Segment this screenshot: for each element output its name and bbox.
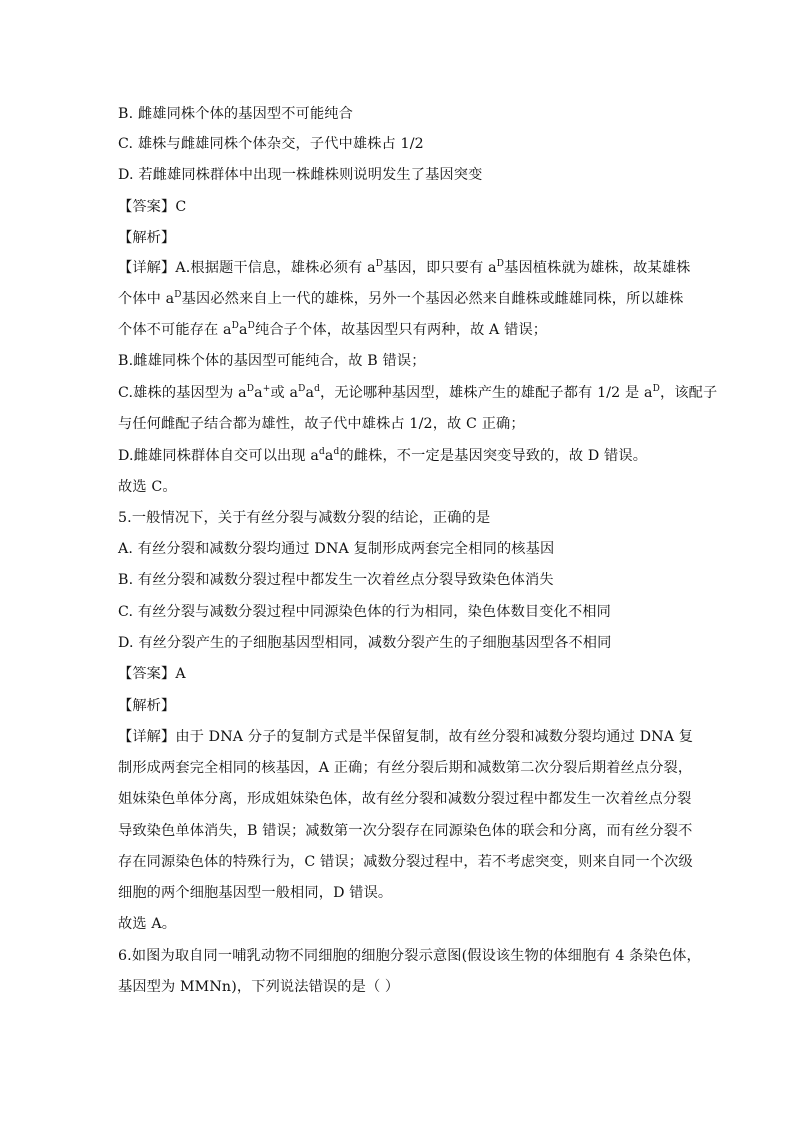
explanation-line: 导致染色单体消失，B 错误；减数第一次分裂存在同源染色体的联会和分离，而有丝分裂不 xyxy=(118,823,693,839)
explanation-line: 与任何雌配子结合都为雄性，故子代中雄株占 1/2，故 C 正确； xyxy=(118,416,525,432)
answer-label: 【答案】A xyxy=(118,666,186,682)
explanation-line: D.雌雄同株群体自交可以出现 $a^da^d$的雌株，不一定是基因突变导致的，故 D 错误。 xyxy=(118,447,648,464)
analysis-label: 【解析】 xyxy=(118,230,176,246)
question-6-cont: 基因型为 MMNn)，下列说法错误的是（ ） xyxy=(118,979,400,995)
option-b: B. 有丝分裂和减数分裂过程中都发生一次着丝点分裂导致染色体消失 xyxy=(118,572,554,588)
explanation-line: C.雄株的基因型为 $a^Da^+$或 $a^Da^d$，无论哪种基因型，雄株产生的雄配子都有 1/2 是 $a^D$，该配子 xyxy=(118,384,718,401)
explanation-line: 个体不可能存在 $a^Da^D$纯合子个体，故基因型只有两种，故 A 错误； xyxy=(118,321,548,338)
explanation-line: 【详解】A.根据题干信息，雄株必须有 $a^D$基因，即只要有 $a^D$基因植株就为雄株，故某雄株 xyxy=(118,259,691,276)
question-5: 5.一般情况下，关于有丝分裂与减数分裂的结论，正确的是 xyxy=(118,510,491,526)
option-a: A. 有丝分裂和减数分裂均通过 DNA 复制形成两套完全相同的核基因 xyxy=(118,541,555,557)
explanation-line: 细胞的两个细胞基因型一般相同，D 错误。 xyxy=(118,885,393,901)
option-d: D. 有丝分裂产生的子细胞基因型相同，减数分裂产生的子细胞基因型各不相同 xyxy=(118,635,612,651)
analysis-label: 【解析】 xyxy=(118,698,176,714)
explanation-line: B.雌雄同株个体的基因型可能纯合，故 B 错误； xyxy=(118,353,426,369)
option-c: C. 雄株与雌雄同株个体杂交，子代中雄株占 1/2 xyxy=(118,136,424,152)
explanation-line: 【详解】由于 DNA 分子的复制方式是半保留复制，故有丝分裂和减数分裂均通过 DNA 复 xyxy=(118,729,694,745)
explanation-line: 制形成两套完全相同的核基因，A 正确；有丝分裂后期和减数第二次分裂后期着丝点分裂， xyxy=(118,760,693,776)
option-d: D. 若雌雄同株群体中出现一株雌株则说明发生了基因突变 xyxy=(118,167,483,183)
explanation-line: 存在同源染色体的特殊行为，C 错误；减数分裂过程中，若不考虑突变，则来自同一个次级 xyxy=(118,854,693,870)
option-b: B. 雌雄同株个体的基因型不可能纯合 xyxy=(118,106,353,122)
choice-line: 故选 C。 xyxy=(118,479,177,495)
option-c: C. 有丝分裂与减数分裂过程中同源染色体的行为相同，染色体数目变化不相同 xyxy=(118,604,611,620)
answer-label: 【答案】C xyxy=(118,199,187,215)
explanation-line: 个体中 $a^D$基因必然来自上一代的雄株，另外一个基因必然来自雌株或雌雄同株，所以雄株 xyxy=(118,290,684,307)
question-6: 6.如图为取自同一哺乳动物不同细胞的细胞分裂示意图(假设该生物的体细胞有 4 条染色体， xyxy=(118,948,701,964)
explanation-line: 姐妹染色单体分离，形成姐妹染色体，故有丝分裂和减数分裂过程中都发生一次着丝点分裂 xyxy=(118,791,692,807)
choice-line: 故选 A。 xyxy=(118,916,177,932)
